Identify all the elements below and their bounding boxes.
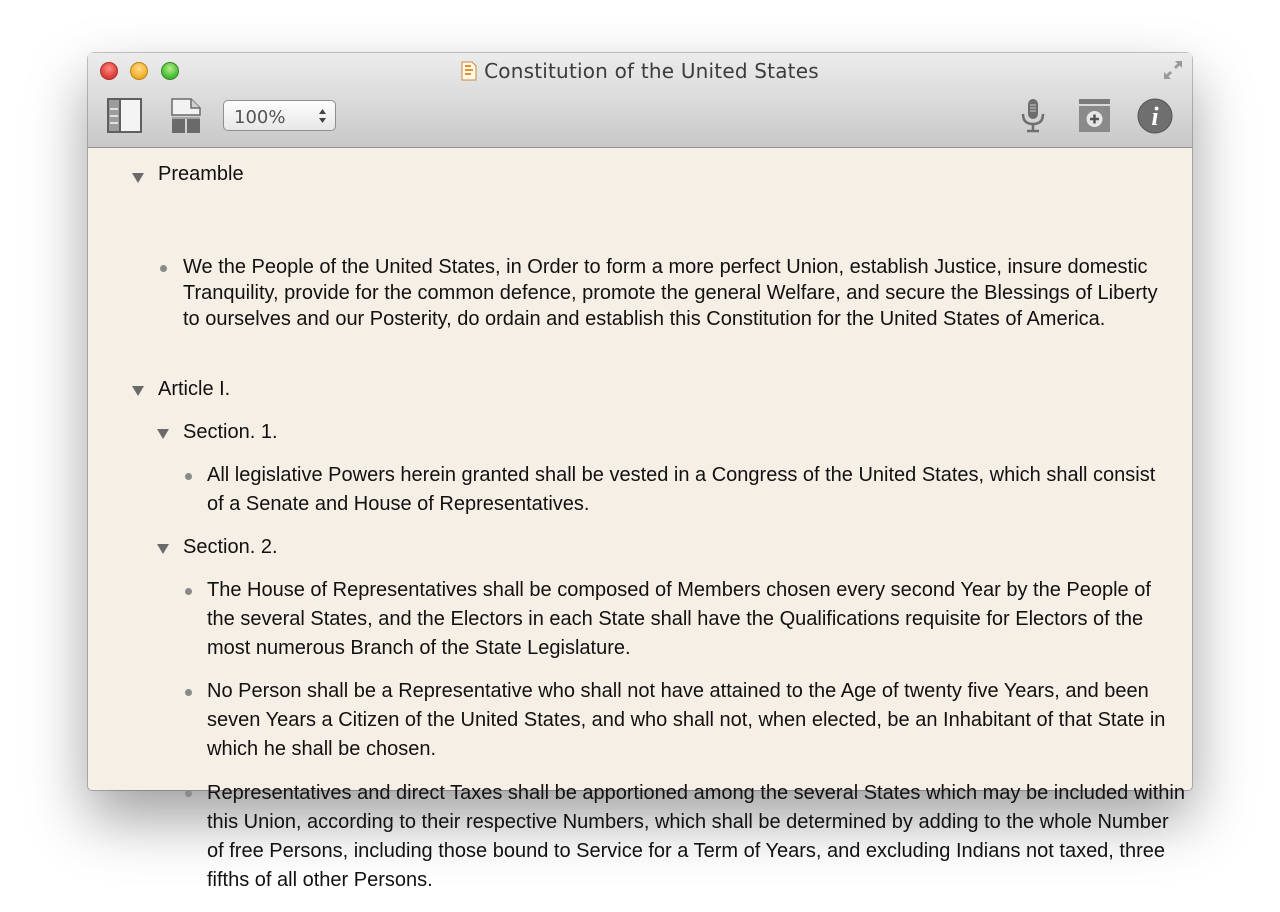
outline-content[interactable] (88, 148, 1192, 891)
disclosure-triangle-icon[interactable] (132, 173, 144, 183)
document-icon (461, 61, 477, 81)
bullet-icon (185, 790, 192, 797)
window-title: Constitution of the United States (484, 59, 819, 83)
outline-heading-preamble[interactable]: Preamble (158, 163, 244, 185)
outline-item-s2-3[interactable]: Representatives and direct Taxes shall be apportioned among the several States which may be included within this Union, according to their respective Numbers, which shall be determined by adding to the whole Number of free Persons, including those bound to Service for a Term of Years, and excluding Indians not taxed, three fifths of all other Persons. (207, 782, 1185, 891)
title-toolbar (88, 53, 1192, 148)
page-layout-icon[interactable] (171, 98, 201, 134)
bullet-icon (185, 689, 192, 696)
bullet-icon (160, 265, 167, 272)
bullet-icon (185, 473, 192, 480)
outline-item-s2-1[interactable]: The House of Representatives shall be composed of Members chosen every second Year by the People of the several States, and the Electors in each State shall have the Qualifications requisite for Electors of the most numerous Branch of the State Legislature. (207, 579, 1151, 659)
outline-heading-section1[interactable]: Section. 1. (183, 421, 278, 443)
disclosure-triangle-icon[interactable] (157, 429, 169, 439)
info-icon[interactable] (1136, 97, 1174, 135)
sidebar-toggle-icon[interactable] (107, 98, 142, 133)
svg-text:i: i (1151, 102, 1159, 131)
outline-item-s1-1[interactable]: All legislative Powers herein granted shall be vested in a Congress of the United States, which shall consist of a Senate and House of Representatives. (207, 464, 1156, 515)
zoom-popup[interactable] (223, 100, 336, 131)
outline-item-preamble-text[interactable]: We the People of the United States, in Order to form a more perfect Union, establish Justice, insure domestic Tranquility, provide for the common defence, promote the general Welfare, and secure the Blessings of Liberty to ourselves and our Posterity, do ordain and establish this Constitution for the United States of America. (183, 256, 1158, 330)
outline-heading-article1[interactable]: Article I. (158, 378, 231, 400)
window-title-area (88, 58, 1192, 84)
disclosure-triangle-icon[interactable] (132, 386, 144, 396)
bullet-icon (185, 588, 192, 595)
app-window (88, 53, 1192, 891)
microphone-icon[interactable] (1020, 97, 1046, 135)
fullscreen-icon[interactable] (1162, 59, 1184, 81)
zoom-value: 100% (234, 107, 286, 128)
outline-heading-section2[interactable]: Section. 2. (183, 536, 278, 558)
stepper-arrows-icon (318, 106, 327, 126)
disclosure-triangle-icon[interactable] (157, 544, 169, 554)
add-item-icon[interactable] (1078, 98, 1111, 133)
outline-item-s2-2[interactable]: No Person shall be a Representative who shall not have attained to the Age of twenty five Years, and been seven Years a Citizen of the United States, and who shall not, when elected, be an Inhabitant of that State in which he shall be chosen. (207, 680, 1166, 760)
